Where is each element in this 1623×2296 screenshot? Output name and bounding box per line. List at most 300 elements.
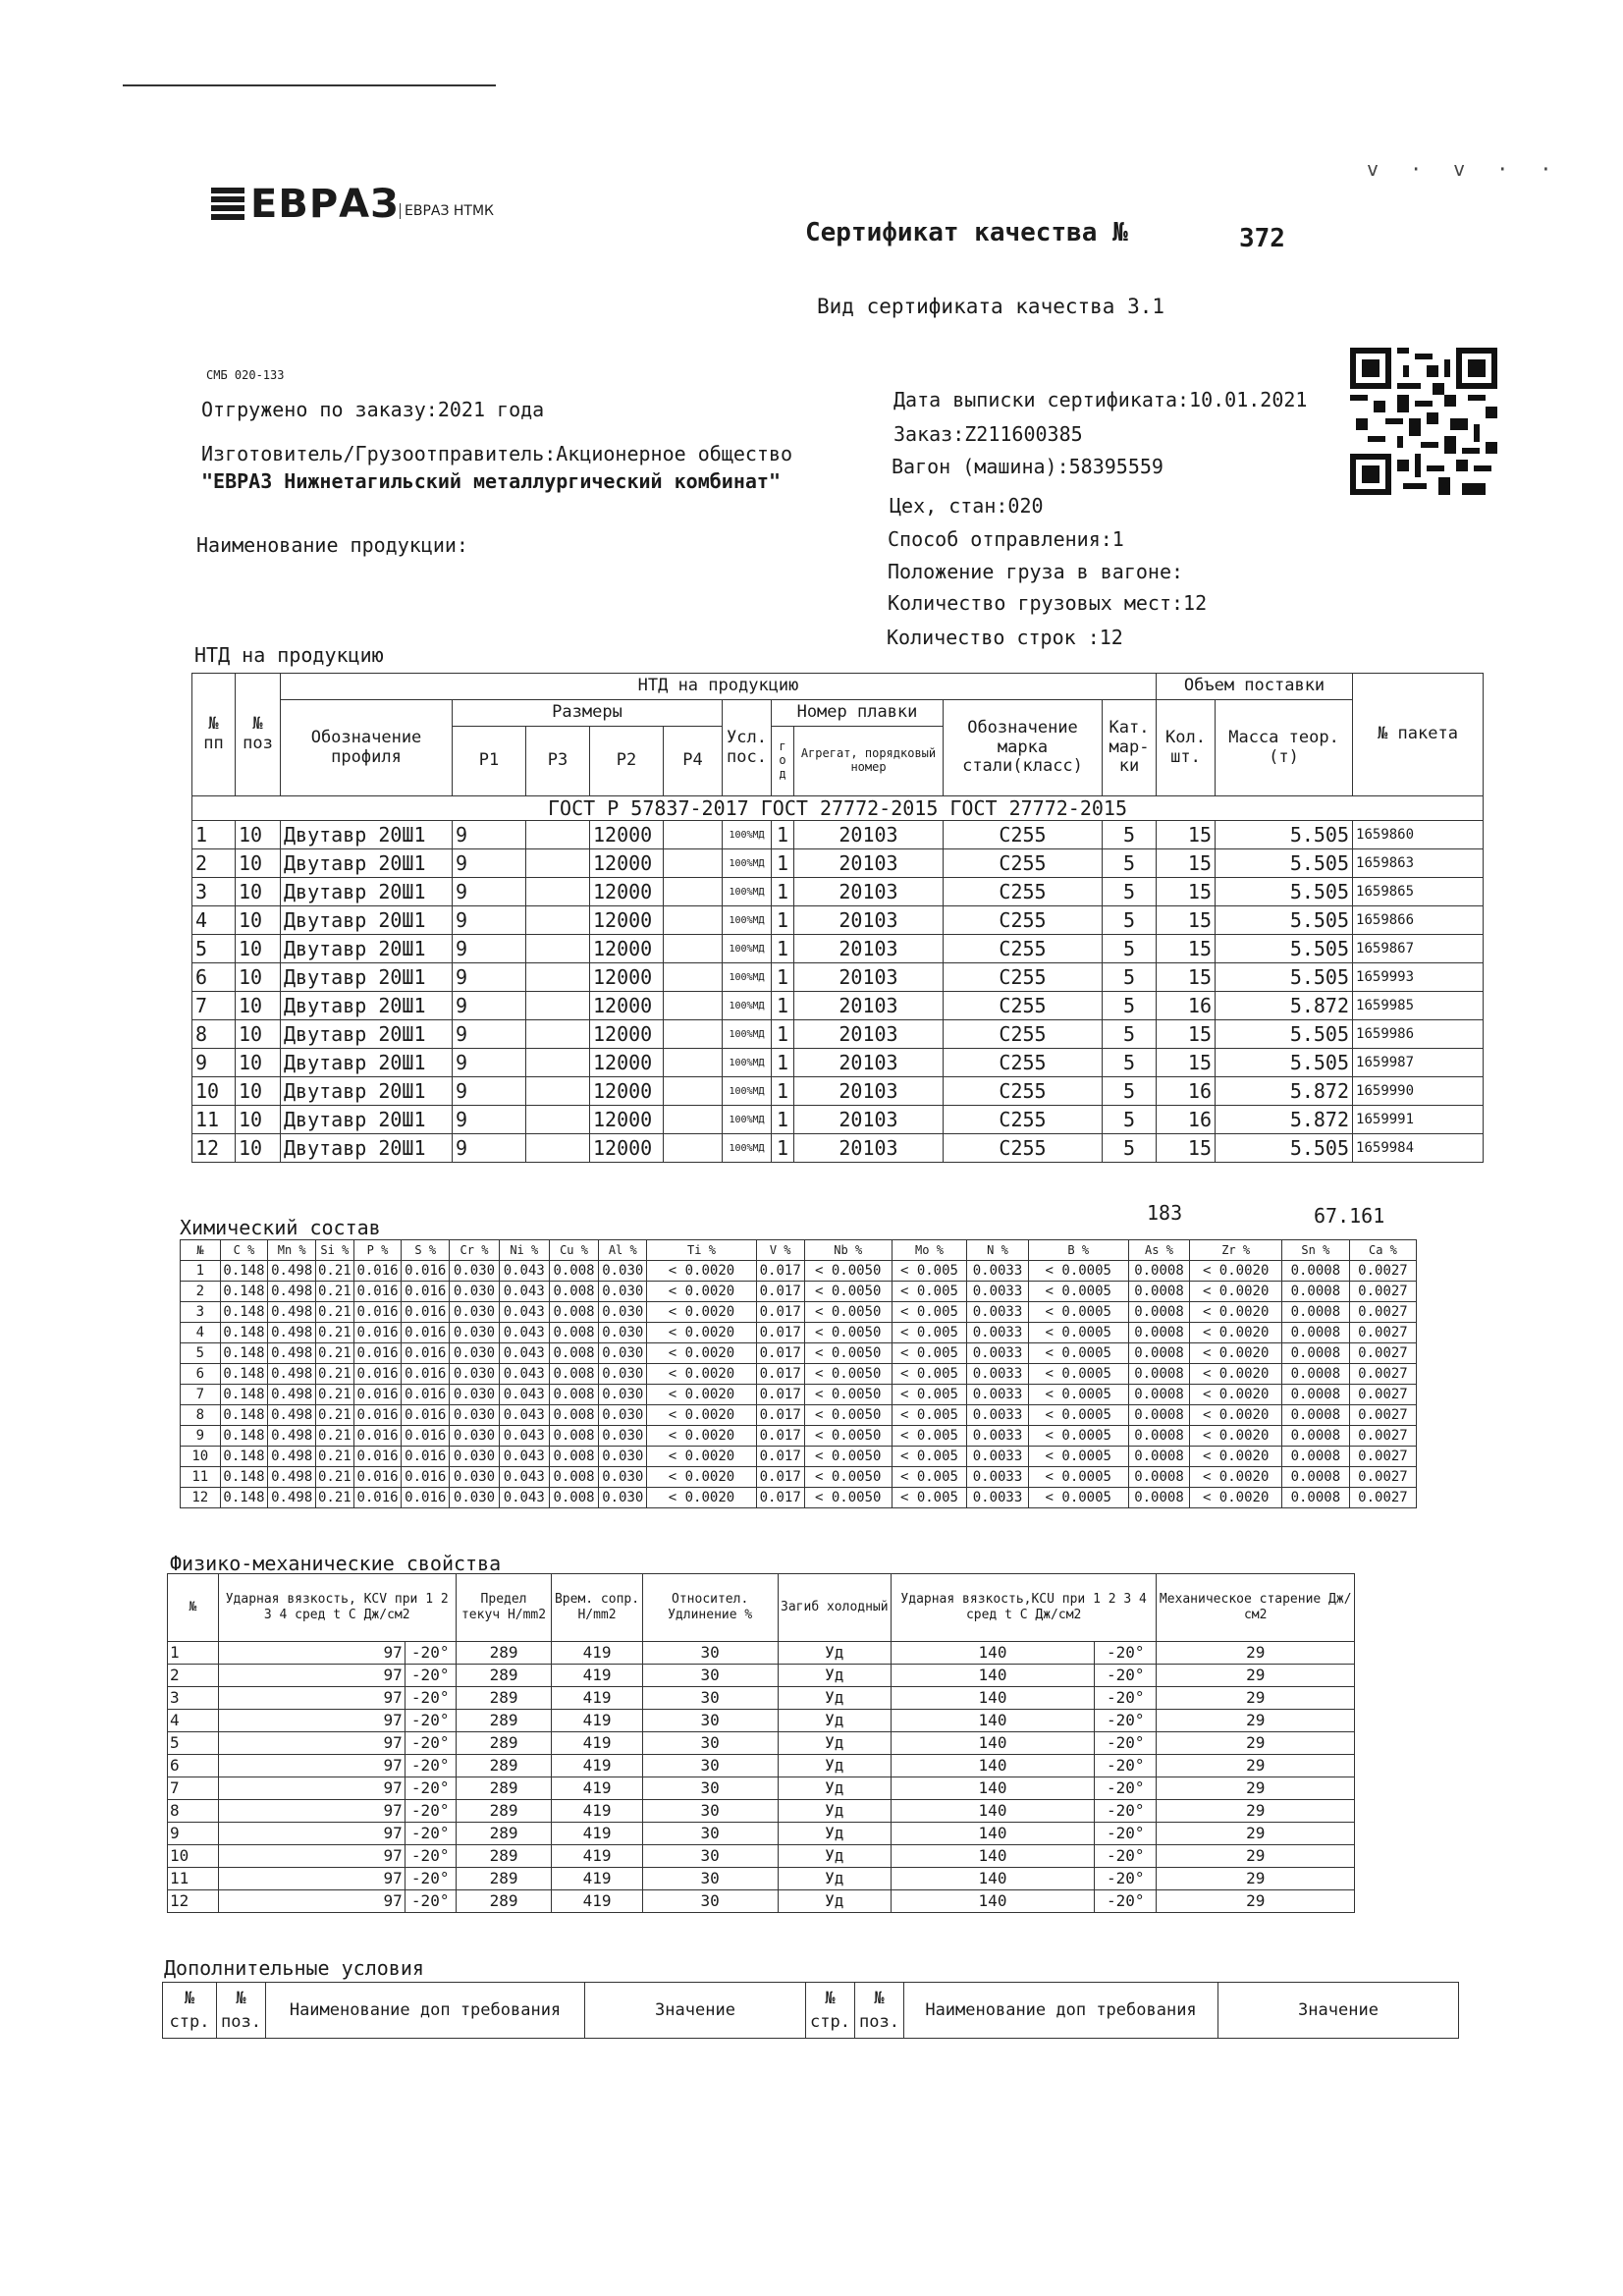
chem-value: 0.148 (220, 1385, 268, 1405)
row-qty: 15 (1157, 849, 1216, 878)
aging-value: 29 (1157, 1868, 1355, 1890)
row-p4 (664, 1134, 723, 1163)
chem-value: 0.21 (316, 1426, 354, 1447)
row-number: 10 (192, 1077, 236, 1106)
row-qty: 15 (1157, 1049, 1216, 1077)
chem-value: 0.0008 (1281, 1447, 1349, 1467)
row-number: 12 (192, 1134, 236, 1163)
table-row (192, 935, 1484, 963)
col-cat: Кат. мар- ки (1103, 700, 1157, 796)
certificate-number: 372 (1239, 224, 1285, 253)
chem-value: 0.0033 (967, 1447, 1029, 1467)
aging-value: 29 (1157, 1687, 1355, 1710)
row-heat: 20103 (794, 1049, 944, 1077)
col-package: № пакета (1353, 674, 1484, 796)
elongation-value: 30 (642, 1642, 778, 1665)
chem-value: 0.030 (450, 1467, 500, 1488)
table-row (192, 963, 1484, 992)
chem-value: < 0.005 (892, 1261, 966, 1282)
row-p3 (526, 992, 590, 1020)
chem-value: 0.0008 (1128, 1426, 1190, 1447)
row-number: 7 (168, 1777, 219, 1800)
chem-value: 0.030 (450, 1447, 500, 1467)
row-heat: 20103 (794, 935, 944, 963)
chem-value: < 0.0020 (1190, 1302, 1281, 1323)
chem-value: 0.21 (316, 1405, 354, 1426)
chem-value: < 0.0020 (647, 1405, 757, 1426)
chem-value: 0.030 (599, 1282, 647, 1302)
chem-value: 0.0033 (967, 1405, 1029, 1426)
chem-value: 0.0033 (967, 1302, 1029, 1323)
row-number: 4 (192, 906, 236, 935)
table-row (181, 1405, 1417, 1426)
row-number: 10 (168, 1845, 219, 1868)
row-profile: Двутавр 20Ш1 (281, 878, 453, 906)
aging-value: 29 (1157, 1732, 1355, 1755)
bend-value: Уд (778, 1777, 891, 1800)
row-profile: Двутавр 20Ш1 (281, 1106, 453, 1134)
chem-value: < 0.0005 (1028, 1364, 1128, 1385)
row-position: 10 (236, 1106, 281, 1134)
chem-value: 0.016 (402, 1447, 450, 1467)
chem-value: 0.21 (316, 1385, 354, 1405)
chem-value: 0.016 (353, 1261, 402, 1282)
row-p3 (526, 906, 590, 935)
row-heat: 20103 (794, 992, 944, 1020)
row-mass: 5.505 (1216, 1134, 1353, 1163)
row-mass: 5.505 (1216, 878, 1353, 906)
chem-value: 0.016 (353, 1302, 402, 1323)
chem-col-header: Ni % (499, 1240, 549, 1261)
chem-value: 0.0008 (1281, 1323, 1349, 1343)
chem-value: 0.0027 (1349, 1385, 1416, 1405)
row-qty: 15 (1157, 821, 1216, 849)
kcu-temperature: -20° (1095, 1823, 1157, 1845)
chem-value: 0.043 (499, 1426, 549, 1447)
row-p3 (526, 849, 590, 878)
chem-value: < 0.0020 (647, 1364, 757, 1385)
aging-value: 29 (1157, 1710, 1355, 1732)
row-profile: Двутавр 20Ш1 (281, 992, 453, 1020)
chem-value: 0.016 (402, 1261, 450, 1282)
aging-value: 29 (1157, 1823, 1355, 1845)
chem-value: 0.0008 (1281, 1261, 1349, 1282)
row-package: 1659991 (1353, 1106, 1484, 1134)
row-p3 (526, 1020, 590, 1049)
row-p3 (526, 1134, 590, 1163)
row-qty: 16 (1157, 992, 1216, 1020)
extra-conditions-table (162, 1982, 1459, 2039)
row-number: 6 (192, 963, 236, 992)
chem-value: 0.016 (353, 1467, 402, 1488)
row-number: 2 (192, 849, 236, 878)
table-row (181, 1447, 1417, 1467)
chem-value: 0.0027 (1349, 1447, 1416, 1467)
order-number: Заказ:Z211600385 (893, 422, 1083, 446)
row-heat: 20103 (794, 963, 944, 992)
chem-value: < 0.0020 (647, 1343, 757, 1364)
chem-col-header: Zr % (1190, 1240, 1281, 1261)
chem-value: < 0.0005 (1028, 1343, 1128, 1364)
chem-value: < 0.005 (892, 1364, 966, 1385)
chem-value: 0.0008 (1128, 1282, 1190, 1302)
table-row (168, 1732, 1355, 1755)
chem-value: 0.0008 (1128, 1261, 1190, 1282)
ntd-label: НТД на продукцию (194, 643, 384, 667)
kcv-temperature: -20° (405, 1687, 456, 1710)
chem-value: 0.030 (599, 1447, 647, 1467)
chem-value: 0.0033 (967, 1323, 1029, 1343)
row-p2: 12000 (590, 1106, 664, 1134)
row-year: 1 (772, 849, 794, 878)
chem-value: 0.008 (549, 1385, 599, 1405)
bend-value: Уд (778, 1755, 891, 1777)
row-p4 (664, 1049, 723, 1077)
row-number: 11 (192, 1106, 236, 1134)
row-p4 (664, 849, 723, 878)
chem-value: 0.017 (756, 1447, 804, 1467)
kcu-temperature: -20° (1095, 1868, 1157, 1890)
row-profile: Двутавр 20Ш1 (281, 935, 453, 963)
col-sizes: Размеры (453, 700, 723, 727)
chem-value: 0.148 (220, 1426, 268, 1447)
row-profile: Двутавр 20Ш1 (281, 963, 453, 992)
chem-value: < 0.0020 (647, 1302, 757, 1323)
table-row (168, 1755, 1355, 1777)
row-usl: 100%МД (723, 1020, 772, 1049)
elongation-value: 30 (642, 1845, 778, 1868)
col-pos: № поз (236, 674, 281, 796)
shipping-method: Способ отправления:1 (888, 527, 1124, 551)
row-p4 (664, 1106, 723, 1134)
yield-value: 289 (456, 1642, 552, 1665)
chem-value: 0.0027 (1349, 1467, 1416, 1488)
elongation-value: 30 (642, 1777, 778, 1800)
row-usl: 100%МД (723, 1134, 772, 1163)
kcv-value: 97 (218, 1732, 405, 1755)
chem-value: < 0.0020 (647, 1488, 757, 1508)
chem-value: 0.0008 (1281, 1364, 1349, 1385)
kcu-value: 140 (891, 1845, 1094, 1868)
row-mass: 5.872 (1216, 1077, 1353, 1106)
chem-value: 0.21 (316, 1302, 354, 1323)
chem-value: 0.21 (316, 1343, 354, 1364)
chem-value: < 0.0050 (804, 1488, 892, 1508)
row-position: 10 (236, 906, 281, 935)
chem-value: 0.148 (220, 1364, 268, 1385)
row-year: 1 (772, 1134, 794, 1163)
bend-value: Уд (778, 1665, 891, 1687)
row-category: 5 (1103, 1049, 1157, 1077)
row-usl: 100%МД (723, 992, 772, 1020)
smb-code: СМБ 020-133 (206, 368, 285, 382)
row-p2: 12000 (590, 992, 664, 1020)
row-p2: 12000 (590, 849, 664, 878)
bend-value: Уд (778, 1732, 891, 1755)
kcu-value: 140 (891, 1665, 1094, 1687)
table-row (168, 1642, 1355, 1665)
chem-value: 0.0008 (1128, 1447, 1190, 1467)
wagon-number: Вагон (машина):58395559 (892, 455, 1163, 478)
table-row (181, 1467, 1417, 1488)
elongation-value: 30 (642, 1890, 778, 1913)
chem-value: < 0.0005 (1028, 1405, 1128, 1426)
cargo-places: Количество грузовых мест:12 (888, 591, 1208, 615)
chem-value: 0.043 (499, 1488, 549, 1508)
kcv-temperature: -20° (405, 1665, 456, 1687)
chem-value: 0.498 (268, 1364, 316, 1385)
row-position: 10 (236, 992, 281, 1020)
chem-value: 0.0027 (1349, 1282, 1416, 1302)
row-p1: 9 (453, 1134, 526, 1163)
yield-value: 289 (456, 1800, 552, 1823)
chem-value: < 0.005 (892, 1282, 966, 1302)
shop-mill: Цех, стан:020 (890, 494, 1044, 518)
kcu-value: 140 (891, 1777, 1094, 1800)
chem-value: < 0.005 (892, 1302, 966, 1323)
bend-value: Уд (778, 1642, 891, 1665)
yield-value: 289 (456, 1755, 552, 1777)
chem-value: 0.0027 (1349, 1261, 1416, 1282)
row-mass: 5.505 (1216, 849, 1353, 878)
chem-value: < 0.0020 (647, 1261, 757, 1282)
corner-mark: v · v · · (1367, 157, 1562, 181)
table-row (181, 1426, 1417, 1447)
table-row (181, 1302, 1417, 1323)
row-package: 1659863 (1353, 849, 1484, 878)
chem-value: < 0.0020 (1190, 1282, 1281, 1302)
kcu-value: 140 (891, 1868, 1094, 1890)
chem-value: 0.030 (450, 1405, 500, 1426)
kcv-value: 97 (218, 1642, 405, 1665)
chem-value: 0.016 (353, 1364, 402, 1385)
chem-value: 0.008 (549, 1343, 599, 1364)
chem-value: 0.0027 (1349, 1364, 1416, 1385)
chem-value: < 0.0020 (647, 1282, 757, 1302)
row-p4 (664, 935, 723, 963)
chem-value: 0.21 (316, 1261, 354, 1282)
chem-value: 0.030 (599, 1467, 647, 1488)
chem-value: 0.016 (353, 1385, 402, 1405)
chem-value: 0.008 (549, 1426, 599, 1447)
row-grade: C255 (944, 935, 1103, 963)
qr-code-icon (1350, 348, 1497, 495)
chem-value: 0.030 (599, 1426, 647, 1447)
bend-value: Уд (778, 1687, 891, 1710)
chem-value: < 0.005 (892, 1488, 966, 1508)
certificate-title: Сертификат качества № (805, 218, 1128, 247)
row-heat: 20103 (794, 878, 944, 906)
kcu-temperature: -20° (1095, 1845, 1157, 1868)
row-number: 8 (168, 1800, 219, 1823)
chem-value: 0.0008 (1281, 1467, 1349, 1488)
row-qty: 15 (1157, 935, 1216, 963)
chem-col-header: Nb % (804, 1240, 892, 1261)
mechanics-title: Физико-механические свойства (170, 1552, 502, 1575)
chem-value: 0.017 (756, 1282, 804, 1302)
chem-value: 0.0033 (967, 1426, 1029, 1447)
chem-value: 0.008 (549, 1261, 599, 1282)
kcu-temperature: -20° (1095, 1732, 1157, 1755)
extra-col-header: № стр. (806, 1983, 855, 2039)
row-position: 10 (236, 1077, 281, 1106)
row-p3 (526, 963, 590, 992)
chem-value: 0.21 (316, 1323, 354, 1343)
row-position: 10 (236, 1134, 281, 1163)
row-number: 6 (181, 1364, 221, 1385)
yield-value: 289 (456, 1823, 552, 1845)
chem-value: < 0.0020 (1190, 1385, 1281, 1405)
col-unit: Агрегат, порядковый номер (794, 727, 944, 796)
row-usl: 100%МД (723, 821, 772, 849)
row-grade: C255 (944, 821, 1103, 849)
col-ntd: НТД на продукцию (281, 674, 1157, 700)
manufacturer-line-2: "ЕВРАЗ Нижнетагильский металлургический комбинат" (201, 469, 782, 493)
chem-value: 0.148 (220, 1467, 268, 1488)
chem-value: 0.0033 (967, 1261, 1029, 1282)
row-heat: 20103 (794, 1106, 944, 1134)
chem-col-header: B % (1028, 1240, 1128, 1261)
kcv-value: 97 (218, 1777, 405, 1800)
chem-value: 0.016 (402, 1467, 450, 1488)
col-p4: Р4 (664, 727, 723, 796)
row-p1: 9 (453, 1020, 526, 1049)
extra-col-header: Наименование доп требования (904, 1983, 1218, 2039)
row-grade: C255 (944, 849, 1103, 878)
table-row (192, 821, 1484, 849)
chem-value: 0.498 (268, 1282, 316, 1302)
row-category: 5 (1103, 992, 1157, 1020)
kcv-temperature: -20° (405, 1710, 456, 1732)
chem-value: 0.016 (402, 1385, 450, 1405)
chem-value: 0.0008 (1128, 1302, 1190, 1323)
extra-col-header: № поз. (855, 1983, 904, 2039)
total-mass: 67.161 (1314, 1204, 1385, 1228)
row-number: 3 (181, 1302, 221, 1323)
mech-col-kcv: Ударная вязкость, KCV при 1 2 3 4 сред t C Дж/см2 (218, 1574, 456, 1642)
yield-value: 289 (456, 1777, 552, 1800)
chem-value: 0.043 (499, 1282, 549, 1302)
table-row (192, 1020, 1484, 1049)
row-p4 (664, 821, 723, 849)
chem-value: 0.0008 (1128, 1488, 1190, 1508)
chem-col-header: Mo % (892, 1240, 966, 1261)
chem-col-header: Cu % (549, 1240, 599, 1261)
chem-value: 0.043 (499, 1302, 549, 1323)
kcu-value: 140 (891, 1732, 1094, 1755)
row-position: 10 (236, 821, 281, 849)
chem-value: < 0.005 (892, 1385, 966, 1405)
elongation-value: 30 (642, 1687, 778, 1710)
chem-value: 0.016 (353, 1343, 402, 1364)
kcu-temperature: -20° (1095, 1665, 1157, 1687)
row-heat: 20103 (794, 1020, 944, 1049)
chem-value: < 0.0005 (1028, 1282, 1128, 1302)
chem-value: 0.21 (316, 1488, 354, 1508)
chem-value: 0.498 (268, 1405, 316, 1426)
row-p2: 12000 (590, 935, 664, 963)
col-p2: Р2 (590, 727, 664, 796)
row-position: 10 (236, 1020, 281, 1049)
row-p4 (664, 906, 723, 935)
chem-value: 0.148 (220, 1282, 268, 1302)
row-qty: 15 (1157, 906, 1216, 935)
row-number: 5 (181, 1343, 221, 1364)
row-p2: 12000 (590, 1020, 664, 1049)
chem-value: < 0.0050 (804, 1343, 892, 1364)
chem-col-header: P % (353, 1240, 402, 1261)
chem-value: < 0.005 (892, 1447, 966, 1467)
chem-value: 0.148 (220, 1261, 268, 1282)
chem-value: < 0.005 (892, 1323, 966, 1343)
row-p3 (526, 821, 590, 849)
chem-value: 0.0033 (967, 1385, 1029, 1405)
product-table (191, 673, 1484, 1163)
col-volume: Объем поставки (1157, 674, 1353, 700)
row-heat: 20103 (794, 849, 944, 878)
row-qty: 15 (1157, 1020, 1216, 1049)
chem-value: 0.043 (499, 1364, 549, 1385)
row-heat: 20103 (794, 821, 944, 849)
chem-value: 0.043 (499, 1343, 549, 1364)
row-package: 1659985 (1353, 992, 1484, 1020)
chem-value: 0.016 (353, 1282, 402, 1302)
row-usl: 100%МД (723, 963, 772, 992)
elongation-value: 30 (642, 1665, 778, 1687)
chem-value: 0.016 (402, 1364, 450, 1385)
chem-value: 0.0008 (1281, 1343, 1349, 1364)
chem-value: 0.0008 (1128, 1467, 1190, 1488)
chem-col-header: Ca % (1349, 1240, 1416, 1261)
row-position: 10 (236, 935, 281, 963)
gost-standards: ГОСТ Р 57837-2017 ГОСТ 27772-2015 ГОСТ 27772-2015 (192, 796, 1484, 821)
chem-value: 0.017 (756, 1302, 804, 1323)
yield-value: 289 (456, 1732, 552, 1755)
elongation-value: 30 (642, 1823, 778, 1845)
chem-col-header: V % (756, 1240, 804, 1261)
row-number: 9 (192, 1049, 236, 1077)
row-year: 1 (772, 1049, 794, 1077)
chem-value: 0.017 (756, 1385, 804, 1405)
manufacturer-line-1: Изготовитель/Грузоотправитель:Акционерное общество (201, 442, 793, 465)
table-row (192, 878, 1484, 906)
row-heat: 20103 (794, 906, 944, 935)
chem-value: 0.030 (599, 1261, 647, 1282)
table-row (192, 1049, 1484, 1077)
mech-col-bend: Загиб холодный (778, 1574, 891, 1642)
row-number: 7 (181, 1385, 221, 1405)
chem-value: 0.016 (353, 1488, 402, 1508)
row-grade: C255 (944, 1134, 1103, 1163)
chem-col-header: Al % (599, 1240, 647, 1261)
row-p1: 9 (453, 849, 526, 878)
row-count: Количество строк :12 (887, 626, 1123, 649)
row-year: 1 (772, 1077, 794, 1106)
chem-col-header: As % (1128, 1240, 1190, 1261)
row-p2: 12000 (590, 963, 664, 992)
chem-value: < 0.0050 (804, 1426, 892, 1447)
row-category: 5 (1103, 821, 1157, 849)
row-profile: Двутавр 20Ш1 (281, 906, 453, 935)
chem-value: 0.016 (402, 1302, 450, 1323)
row-p3 (526, 1106, 590, 1134)
tensile-value: 419 (552, 1823, 642, 1845)
col-usl: Усл. пос. (723, 700, 772, 796)
mech-col-tensile: Врем. сопр. Н/mm2 (552, 1574, 642, 1642)
kcu-value: 140 (891, 1890, 1094, 1913)
row-mass: 5.872 (1216, 1106, 1353, 1134)
yield-value: 289 (456, 1890, 552, 1913)
